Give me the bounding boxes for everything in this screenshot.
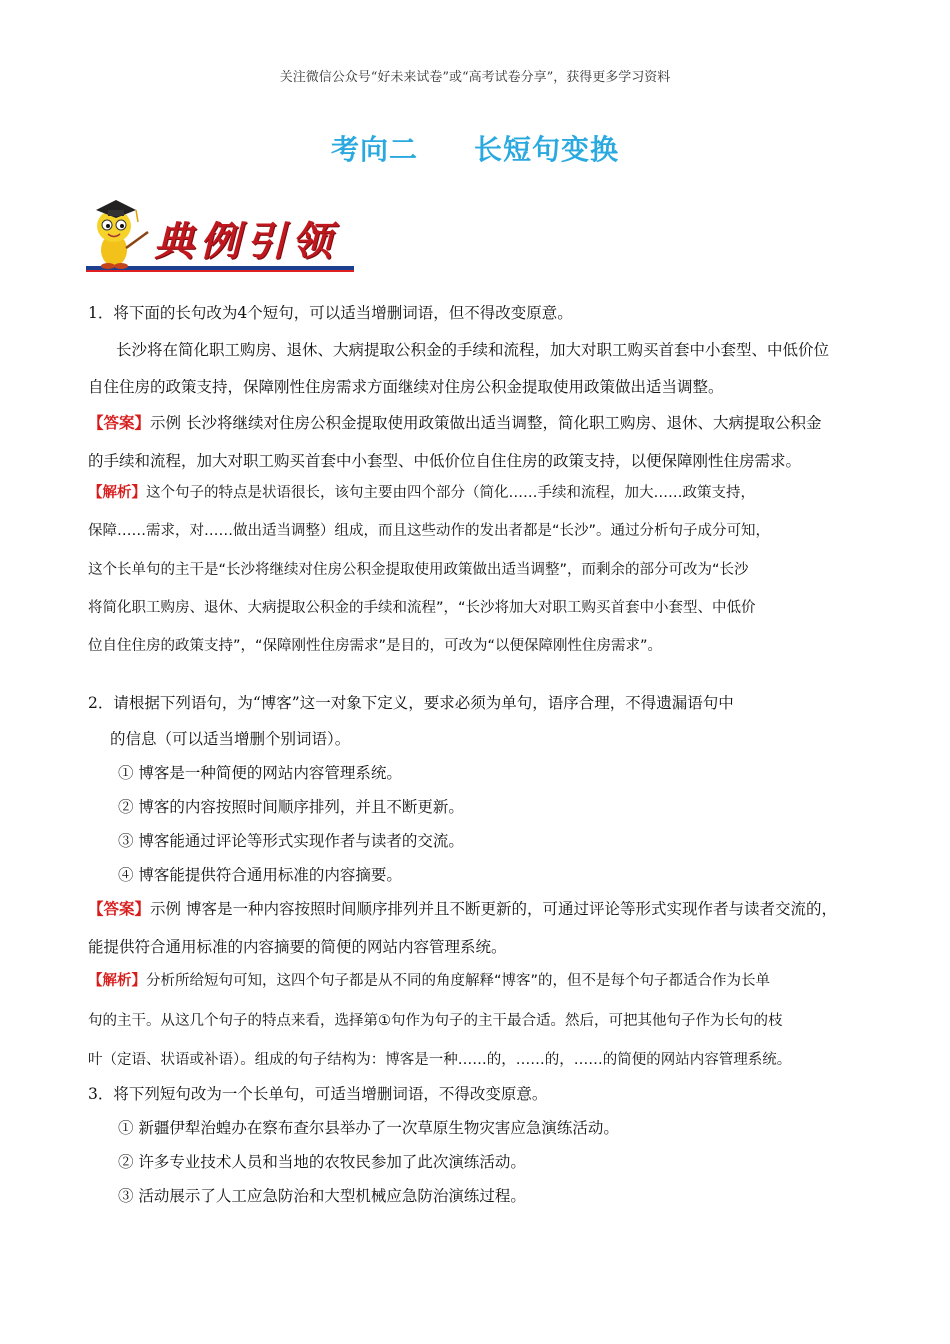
q2-item: ① 博客是一种简便的网站内容管理系统。 [118, 764, 402, 782]
q3-prompt: 3．将下列短句改为一个长单句，可适当增删词语，不得改变原意。 [88, 1085, 548, 1103]
answer-tag: 【答案】 [88, 413, 151, 432]
title-part1: 考向二 [330, 133, 418, 166]
q2-analysis-line: 句的主干。从这几个句子的特点来看，选择第①句作为句子的主干最合适。然后，可把其他句子作为长句的枝 [88, 1013, 783, 1029]
answer-tag: 【答案】 [88, 899, 151, 918]
banner-text: 典例引领 [154, 218, 338, 265]
q2-prompt-line: 2．请根据下列语句，为“博客”这一对象下定义，要求必须为单句，语序合理，不得遗漏语句中 [88, 694, 734, 712]
q2-answer-line: 【答案】示例 博客是一种内容按照时间顺序排列并且不断更新的，可通过评论等形式实现作者与读者交流的， [88, 899, 837, 918]
page-title [0, 128, 950, 168]
q3-item: ① 新疆伊犁治蝗办在察布查尔县举办了一次草原生物灾害应急演练活动。 [118, 1119, 619, 1137]
analysis-tag: 【解析】 [88, 485, 146, 501]
q2-item: ② 博客的内容按照时间顺序排列，并且不断更新。 [118, 798, 464, 816]
header-note: 关注微信公众号“好未来试卷”或“高考试卷分享”，获得更多学习资料 [279, 70, 671, 85]
q1-passage-line: 自住住房的政策支持，保障刚性住房需求方面继续对住房公积金提取使用政策做出适当调整。 [88, 378, 724, 396]
q3-item: ② 许多专业技术人员和当地的农牧民参加了此次演练活动。 [118, 1153, 526, 1171]
example-banner [84, 192, 356, 280]
q3-item: ③ 活动展示了人工应急防治和大型机械应急防治演练过程。 [118, 1187, 526, 1205]
q2-analysis-line: 【解析】分析所给短句可知，这四个句子都是从不同的角度解释“博客”的，但不是每个句子都适合作为长单 [88, 973, 771, 989]
q1-prompt: 1．将下面的长句改为4个短句，可以适当增删词语，但不得改变原意。 [88, 304, 573, 322]
analysis-tag: 【解析】 [88, 973, 146, 989]
q2-answer-line: 能提供符合通用标准的内容摘要的简便的网站内容管理系统。 [88, 938, 507, 956]
q1-analysis-line: 保障……需求，对……做出适当调整）组成，而且这些动作的发出者都是“长沙”。通过分析句子成分可知， [88, 523, 771, 539]
q2-item: ③ 博客能通过评论等形式实现作者与读者的交流。 [118, 832, 464, 850]
q1-answer-line: 的手续和流程，加大对职工购买首套中小套型、中低价位自住住房的政策支持，以便保障刚性住房需求。 [88, 452, 802, 470]
q1-analysis-line: 【解析】这个句子的特点是状语很长，该句主要由四个部分（简化……手续和流程，加大……政策支持， [88, 485, 755, 501]
q1-analysis-line: 将简化职工购房、退休、大病提取公积金的手续和流程”，“长沙将加大对职工购买首套中小套型、中低价 [88, 600, 756, 616]
q1-analysis-line: 这个长单句的主干是“长沙将继续对住房公积金提取使用政策做出适当调整”，而剩余的部分可改为“长沙 [88, 562, 749, 578]
q1-analysis-line: 位自住住房的政策支持”，“保障刚性住房需求”是目的，可改为“以便保障刚性住房需求”。 [88, 638, 663, 654]
q1-passage-line: 长沙将在简化职工购房、退休、大病提取公积金的手续和流程，加大对职工购买首套中小套型、中低价位 [116, 341, 830, 359]
q2-prompt-line: 的信息（可以适当增删个别词语）。 [110, 730, 351, 748]
title-part2: 长短句变换 [474, 133, 620, 166]
q1-answer-line: 【答案】示例 长沙将继续对住房公积金提取使用政策做出适当调整，简化职工购房、退休、大病提取公积金 [88, 413, 822, 432]
q2-item: ④ 博客能提供符合通用标准的内容摘要。 [118, 866, 402, 884]
q2-analysis-line: 叶（定语、状语或补语）。组成的句子结构为：博客是一种……的，……的，……的简便的网站内容管理系统。 [88, 1052, 792, 1068]
